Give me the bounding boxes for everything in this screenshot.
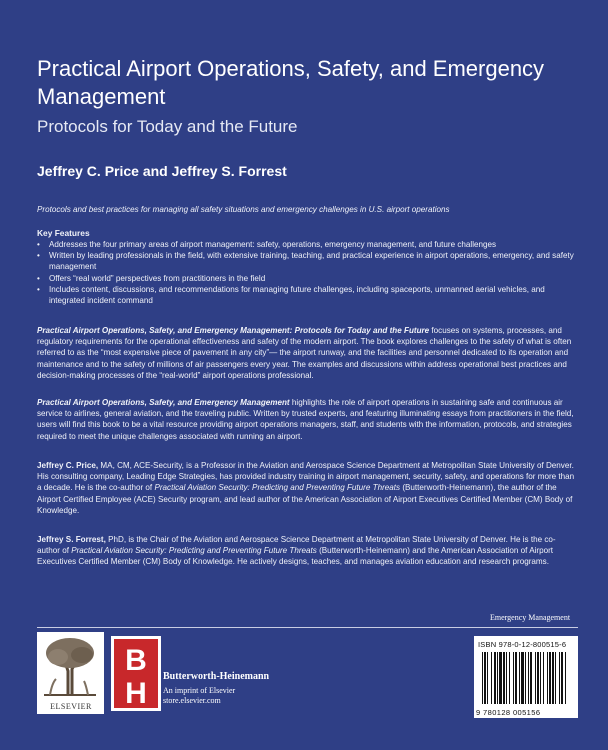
author-bio-forrest: Jeffrey S. Forrest, PhD, is the Chair of the Aviation and Aerospace Science Department at Metropolitan State University of Denver. He is the co-author of Practical Aviation Security: Predicting and Preventing Future Threats (Butterworth-Heinemann) and the American Association of Airport Executives Certified Member (CM) Body of Knowledge. He actively designs, teaches, and manages aviation education and research programs.	[37, 535, 556, 567]
subject-category: Emergency Management	[490, 613, 571, 622]
barcode-digits: 9 780128 005156	[476, 708, 541, 717]
tagline: Protocols and best practices for managing all safety situations and emergency challenges in U.S. airport operations	[37, 205, 450, 214]
isbn-number: ISBN 978-0-12-800515-6	[478, 640, 567, 649]
feature-item: • Addresses the four primary areas of airport management: safety, operations, emergency management, and future challenges	[37, 240, 497, 249]
book-reference: Practical Aviation Security: Predicting and Preventing Future Threats	[71, 546, 317, 556]
bullet-icon: •	[37, 284, 40, 294]
bullet-icon: •	[37, 273, 40, 283]
book-reference: Practical Aviation Security: Predicting and Preventing Future Threats	[154, 483, 401, 493]
bullet-icon: •	[37, 251, 40, 261]
paragraph-lead: Practical Airport Operations, Safety, and Emergency Management	[37, 398, 290, 407]
svg-text:H: H	[125, 677, 147, 710]
publisher-imprint: An imprint of Elsevier store.elsevier.com	[163, 686, 236, 705]
description-paragraph-2: Practical Airport Operations, Safety, and Emergency Management highlights the role of airport operations in sustaining safe and continuous air service to airlines, general aviation, and the traveling public. Written by trusted experts, and featuring illuminating essays from practitioners in the field, users will find this book to be a vital resource providing airport operations managers, staff, and students with the information, protocols, and strategies required to meet the unique challenges associated with running an airport.	[37, 398, 574, 441]
svg-text:B: B	[125, 644, 147, 677]
feature-item: • Offers “real world” perspectives from practitioners in the field	[37, 273, 266, 283]
feature-item: • Includes content, discussions, and recommendations for managing future challenges, including spaceports, unmanned aerial vehicles, and integrated incident command	[37, 284, 545, 306]
author-name: Jeffrey C. Price,	[37, 461, 99, 470]
key-features-heading: Key Features	[37, 228, 90, 238]
description-paragraph-1: Practical Airport Operations, Safety, and Emergency Management: Protocols for Today and the Future focuses on systems, processes, and regulatory requirements for the operational effectiveness and safety of the modern airport. The book explores challenges to the safety of what is often referred to as the “most expensive piece of pavement in any city”— the airport runway, and the facilities and personnel dedicated to its operation and maintenance and to the safety of millions of air passengers every year. The examples and discussions within address operational best practices and decision-making processes of the “real-world” airport operations professional.	[37, 326, 572, 380]
book-authors: Jeffrey C. Price and Jeffrey S. Forrest	[37, 163, 287, 179]
author-bio-price: Jeffrey C. Price, MA, CM, ACE-Security, is a Professor in the Aviation and Aerospace Science Department at Metropolitan State University of Denver. His consulting company, Leading Edge Strategies, has provided industry training in airport management, security, safety, and operations for more than a decade. He is the co-author of Practical Aviation Security: Predicting and Preventing Future Threats (Butterworth-Heinemann), the author of the Airport Certified Employee (ACE) Security program, and lead author of the American Association of Airport Executives Certified Member (CM) Body of Knowledge.	[37, 461, 575, 515]
elsevier-tree-icon	[38, 633, 103, 701]
elsevier-wordmark: ELSEVIER	[50, 702, 92, 711]
butterworth-heinemann-logo	[111, 636, 161, 711]
author-name: Jeffrey S. Forrest,	[37, 535, 106, 544]
bullet-icon: •	[37, 240, 40, 249]
paragraph-lead: Practical Airport Operations, Safety, and Emergency Management: Protocols for Today and the Future	[37, 326, 430, 335]
footer-divider	[37, 627, 578, 628]
book-title: Practical Airport Operations, Safety, and Emergency Management	[37, 56, 545, 109]
feature-item: • Written by leading professionals in the field, with extensive training, teaching, and practical experience in airport operations, emergency, and safety management	[37, 251, 574, 272]
book-subtitle: Protocols for Today and the Future	[37, 117, 298, 136]
key-features-list	[37, 239, 577, 306]
publisher-name: Butterworth-Heinemann	[163, 671, 270, 682]
